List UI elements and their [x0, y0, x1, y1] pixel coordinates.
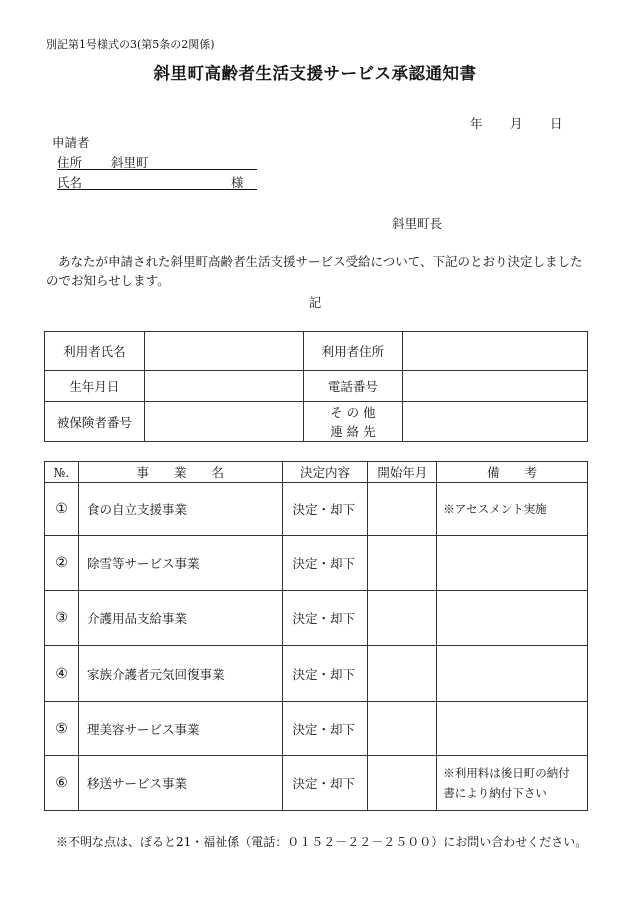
insured-no-label: 被保険者番号 — [45, 402, 145, 442]
row-decision: 決定・却下 — [282, 536, 368, 591]
header-remarks: 備 考 — [437, 462, 588, 483]
user-name-field — [144, 332, 303, 371]
row-remarks — [437, 483, 588, 536]
row-remarks — [437, 702, 588, 756]
address-value: 斜里町 — [111, 155, 149, 170]
row-name: 家族介護者元気回復事業 — [78, 646, 282, 702]
date-month: 月 — [510, 116, 523, 131]
row-name: 理美容サービス事業 — [78, 702, 282, 756]
row-no: ⑤ — [45, 702, 79, 756]
birth-date-label: 生年月日 — [45, 371, 145, 402]
body-text: あなたが申請された斜里町高齢者生活支援サービス受給について、下記のとおり決定しましたのでお知らせします。 — [46, 254, 583, 288]
table-row — [45, 483, 588, 536]
row-name: 移送サービス事業 — [78, 756, 282, 811]
applicant-heading: 申請者 — [52, 135, 90, 150]
header-no: №. — [45, 462, 79, 483]
header-decision: 決定内容 — [282, 462, 368, 483]
user-info-table — [44, 331, 588, 442]
table-row — [45, 646, 588, 702]
other-contact-line-2: 連 絡 先 — [330, 423, 376, 439]
row-no: ② — [45, 536, 79, 591]
other-contact-label — [303, 402, 403, 442]
name-line — [57, 173, 257, 190]
user-address-field — [403, 332, 588, 371]
row-no: ③ — [45, 591, 79, 646]
date-day: 日 — [550, 116, 563, 131]
row-remarks — [437, 646, 588, 702]
user-name-label: 利用者氏名 — [45, 332, 145, 371]
row-name: 食の自立支援事業 — [78, 483, 282, 536]
row-remarks — [437, 756, 588, 811]
document-title: 斜里町高齢者生活支援サービス承認通知書 — [153, 64, 477, 83]
honorific: 様 — [231, 175, 244, 190]
phone-label: 電話番号 — [303, 371, 403, 402]
row-start — [368, 756, 437, 811]
date-year: 年 — [470, 116, 483, 131]
row-decision: 決定・却下 — [282, 591, 368, 646]
remarks-line-2: 書により納付下さい — [443, 786, 547, 800]
other-contact-field — [403, 402, 588, 442]
birth-date-field — [144, 371, 303, 402]
footer-note: ※不明な点は、ぽると21・福祉係（電話：０１５２－２２－２５００）にお問い合わせください。 — [56, 835, 588, 849]
remarks-line-1: ※利用料は後日町の納付 — [443, 766, 570, 780]
address-label: 住所 — [57, 155, 83, 170]
insured-no-field — [144, 402, 303, 442]
row-start — [368, 702, 437, 756]
user-address-label: 利用者住所 — [303, 332, 403, 371]
ki-marker: 記 — [308, 295, 322, 310]
other-contact-line-1: そ の 他 — [330, 404, 376, 420]
row-decision: 決定・却下 — [282, 646, 368, 702]
row-remarks — [437, 536, 588, 591]
row-name: 除雪等サービス事業 — [78, 536, 282, 591]
row-decision: 決定・却下 — [282, 756, 368, 811]
row-start — [368, 646, 437, 702]
address-line — [57, 153, 257, 170]
table-row — [45, 702, 588, 756]
header-start: 開始年月 — [368, 462, 437, 483]
form-id: 別記第1号様式の3(第5条の2関係) — [46, 38, 215, 51]
row-decision: 決定・却下 — [282, 483, 368, 536]
row-no: ① — [45, 483, 79, 536]
row-no: ④ — [45, 646, 79, 702]
name-label: 氏名 — [57, 175, 83, 190]
service-table — [44, 461, 588, 811]
row-name: 介護用品支給事業 — [78, 591, 282, 646]
table-row — [45, 591, 588, 646]
row-remarks — [437, 591, 588, 646]
row-start — [368, 536, 437, 591]
row-start — [368, 591, 437, 646]
issuer: 斜里町長 — [392, 216, 443, 231]
row-start — [368, 483, 437, 536]
row-no: ⑥ — [45, 756, 79, 811]
table-row — [45, 536, 588, 591]
row-decision: 決定・却下 — [282, 702, 368, 756]
table-row — [45, 756, 588, 811]
phone-field — [403, 371, 588, 402]
header-name: 事 業 名 — [78, 462, 282, 483]
remarks-line-1: ※アセスメント実施 — [443, 502, 547, 516]
